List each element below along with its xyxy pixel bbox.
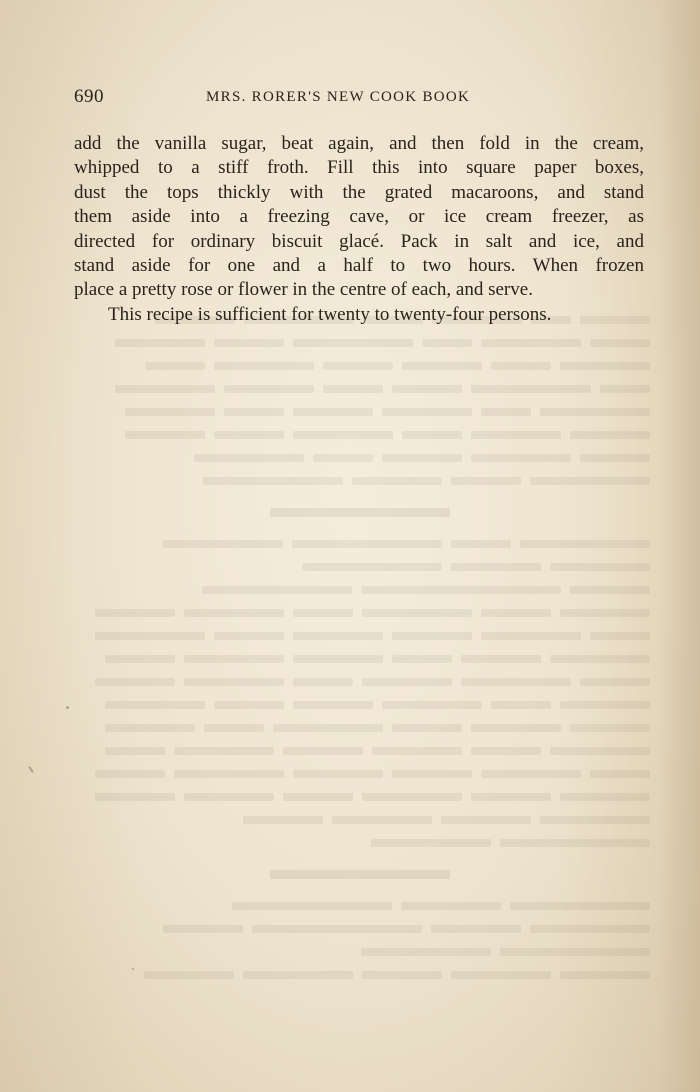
paper-speck xyxy=(132,968,134,970)
paper-speck xyxy=(66,706,69,709)
text-line: stand aside for one and a half to two hours. When frozen xyxy=(74,255,644,277)
text-line: add the vanilla sugar, beat again, and then fold in the cream, xyxy=(74,133,644,154)
servings-note xyxy=(74,303,644,327)
text-line: This recipe is sufficient for twenty to twenty-four persons. xyxy=(108,303,552,325)
text-line: dust the tops thickly with the grated macaroons, and stand xyxy=(74,181,644,203)
running-head: MRS. RORER'S NEW COOK BOOK xyxy=(206,89,471,105)
page-edge-shadow xyxy=(660,0,700,1092)
text-line: whipped to a stiff froth. Fill this into square paper boxes, xyxy=(74,157,644,179)
recipe-text xyxy=(74,132,644,327)
text-line: directed for ordinary biscuit glacé. Pack in salt and ice, and xyxy=(74,230,644,252)
page-number: 690 xyxy=(74,86,104,107)
paper-speck xyxy=(28,766,34,773)
bleed-through-texture xyxy=(70,308,650,1028)
paragraph-continued xyxy=(74,132,644,303)
text-line: them aside into a freezing cave, or ice cream freezer, as xyxy=(74,206,644,228)
text-line: place a pretty rose or flower in the centre of each, and serve. xyxy=(74,279,533,301)
page-header xyxy=(74,86,642,112)
